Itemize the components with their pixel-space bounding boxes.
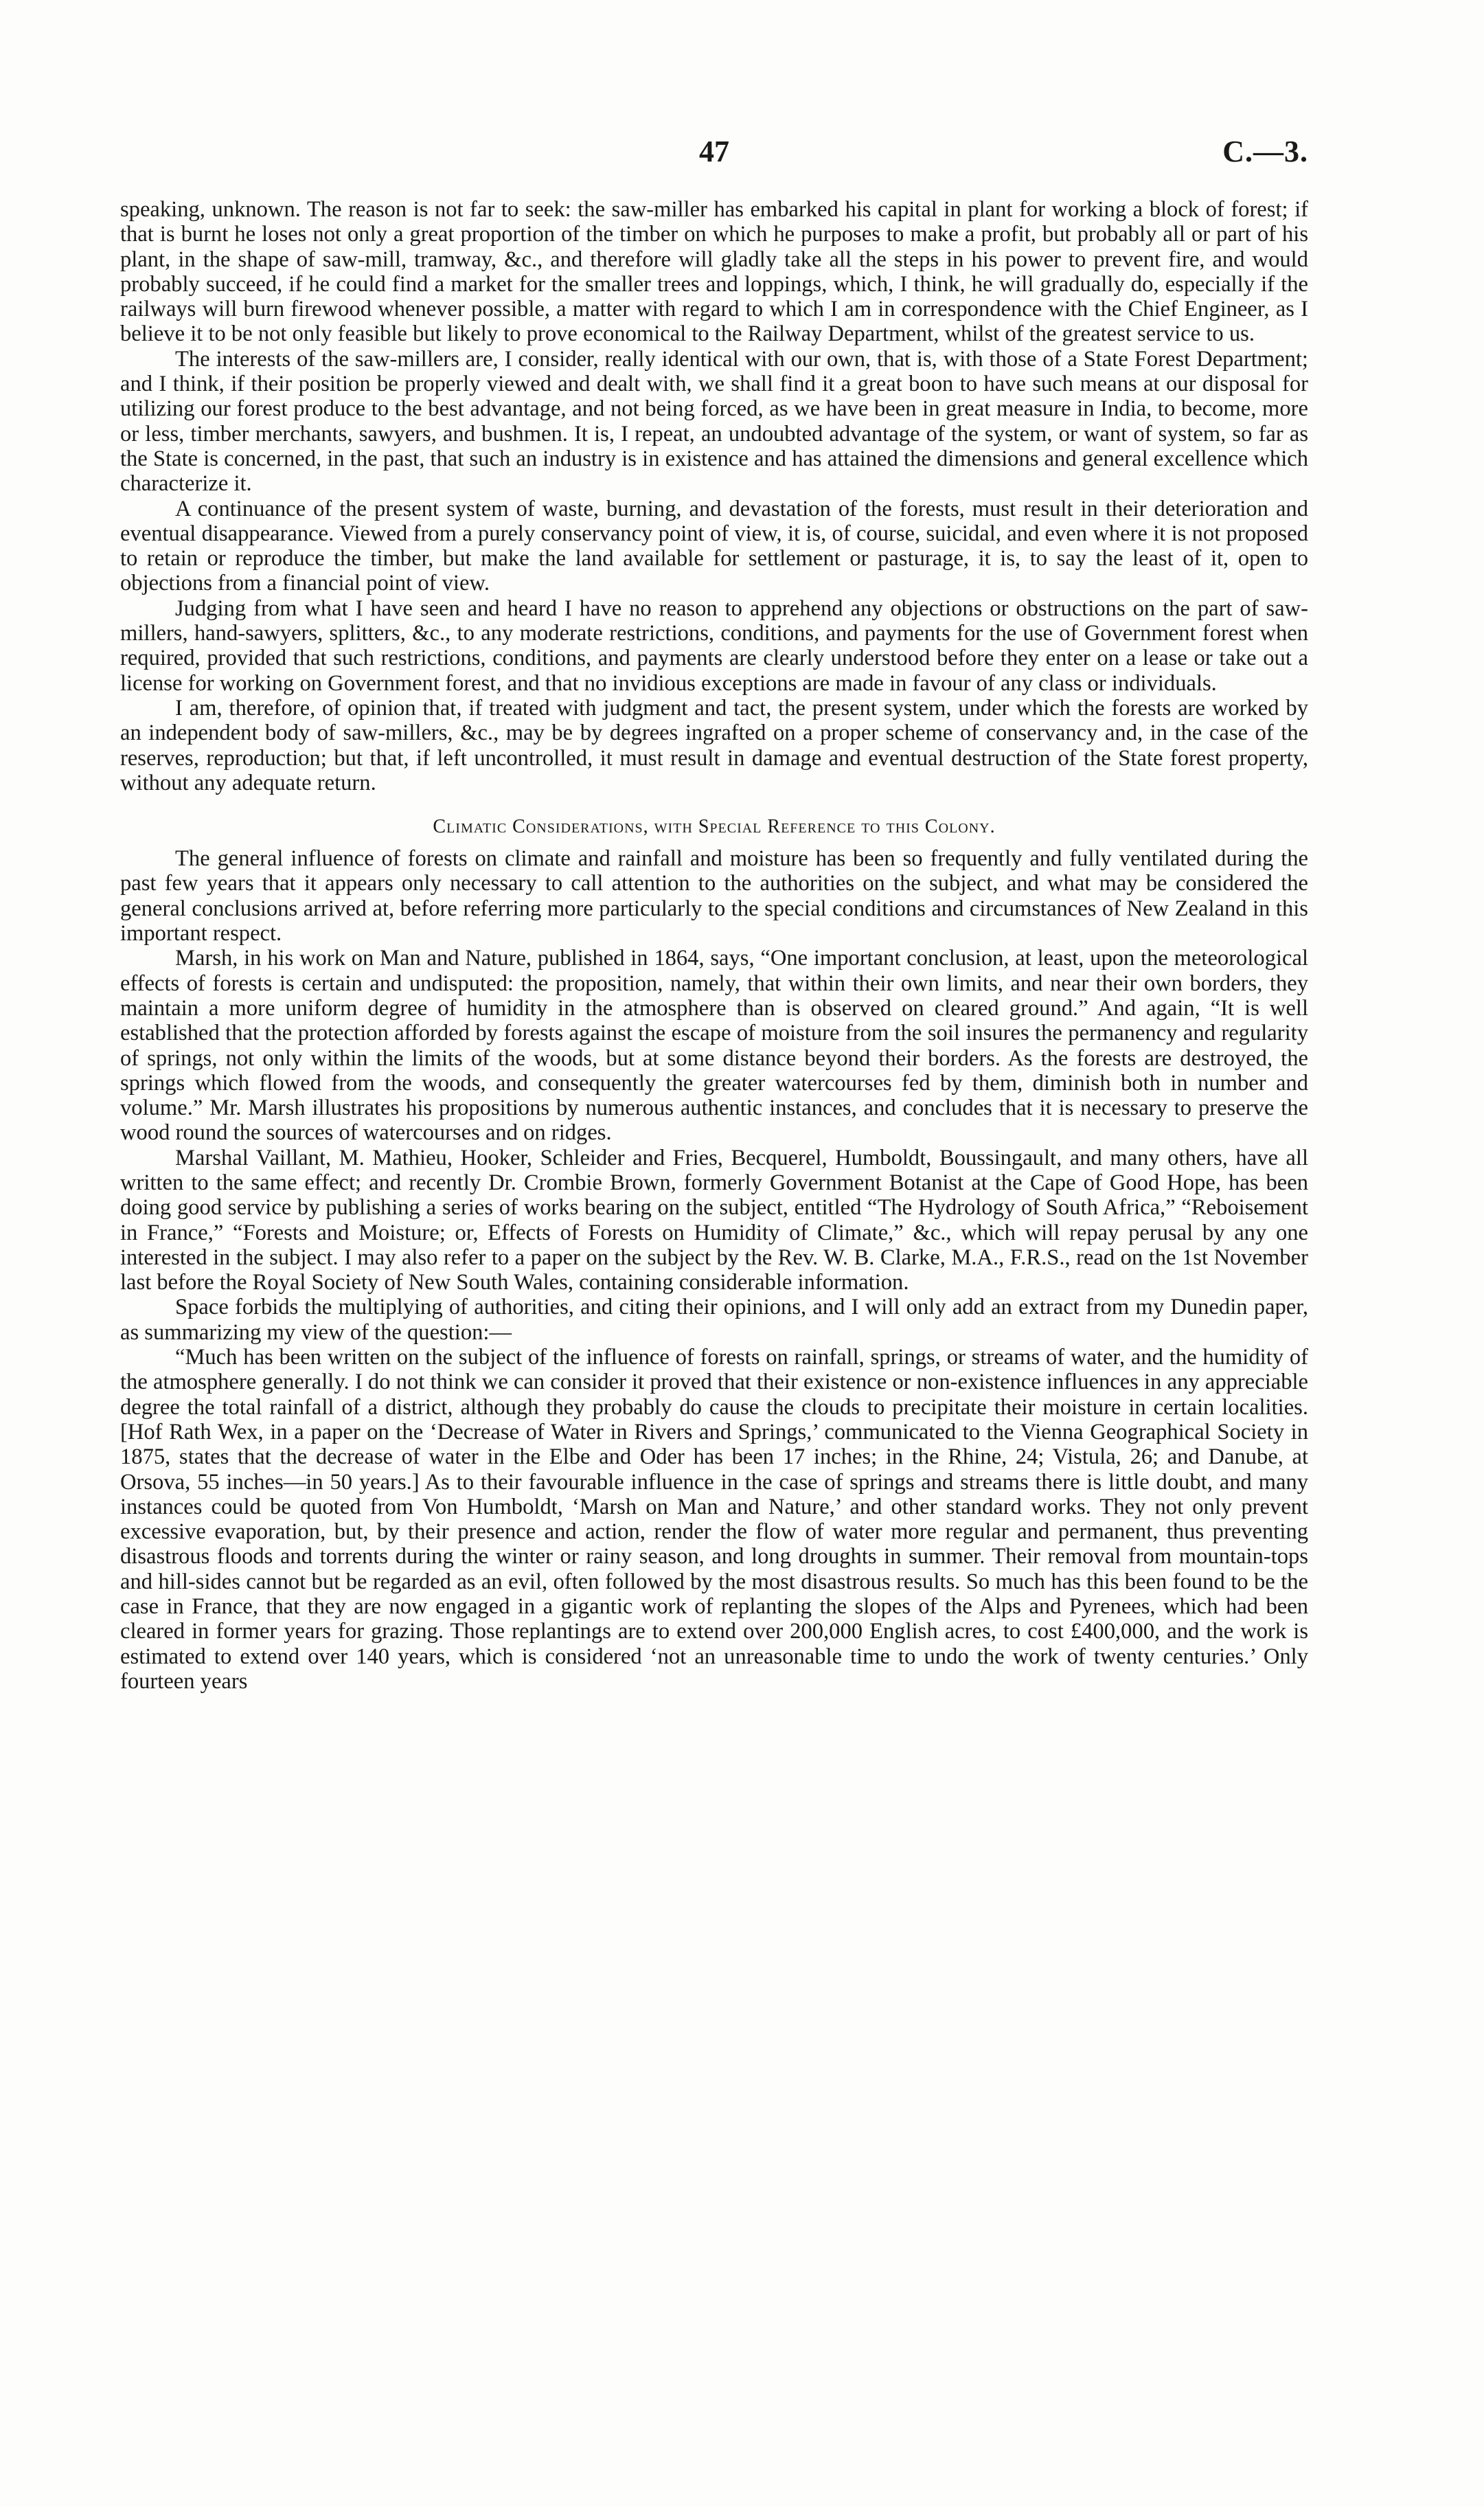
paragraph: speaking, unknown. The reason is not far to seek: the saw-miller has embarked his capital in plant for working a block of forest; if that is burnt he loses not only a great proportion of the timber on which he purposes to make a profit, but probably all or part of his plant, in the shape of saw-mill, tramway, &c., and therefore will gladly take all the steps in his power to prevent fire, and would probably succeed, if he could find a market for the smaller trees and loppings, which, I think, he will gradually do, especially if the railways will burn firewood whenever possible, a matter with regard to which I am in correspondence with the Chief Engineer, as I believe it to be not only feasible but likely to prove economical to the Railway Department, whilst of the greatest service to us. xyxy=(120,197,1308,347)
paragraph: “Much has been written on the subject of the influence of forests on rainfall, springs, or streams of water, and the humidity of the atmosphere generally. I do not think we can consider it proved that their existence or non-existence influences in any appreciable degree the total rainfall of a district, although they probably do cause the clouds to precipitate their moisture in certain localities. [Hof Rath Wex, in a paper on the ‘Decrease of Water in Rivers and Springs,’ communicated to the Vienna Geographical Society in 1875, states that the decrease of water in the Elbe and Oder has been 17 inches; in the Rhine, 24; Vistula, 26; and Danube, at Orsova, 55 inches—in 50 years.] As to their favourable influence in the case of springs and streams there is little doubt, and many instances could be quoted from Von Humboldt, ‘Marsh on Man and Nature,’ and other standard works. They not only prevent excessive evaporation, but, by their presence and action, render the flow of water more regular and permanent, thus preventing disastrous floods and torrents during the winter or rainy season, and long droughts in summer. Their removal from mountain-tops and hill-sides cannot but be regarded as an evil, often followed by the most disastrous results. So much has this been found to be the case in France, that they are now engaged in a gigantic work of replanting the slopes of the Alps and Pyrenees, which had been cleared in former years for grazing. Those replantings are to extend over 200,000 English acres, to cost £400,000, and the work is estimated to extend over 140 years, which is considered ‘not an unreasonable time to undo the work of twenty centuries.’ Only fourteen years xyxy=(120,1345,1308,1694)
document-code: C.—3. xyxy=(1222,135,1308,168)
paragraph: I am, therefore, of opinion that, if treated with judgment and tact, the present system, under which the forests are worked by an independent body of saw-millers, &c., may be by degrees ingrafted on a proper scheme of conservancy and, in the case of the reserves, reproduction; but that, if left uncontrolled, it must result in damage and eventual destruction of the State forest property, without any adequate return. xyxy=(120,695,1308,795)
paragraph: A continuance of the present system of waste, burning, and devastation of the forests, must result in their deterioration and eventual disappearance. Viewed from a purely conservancy point of view, it is, of course, suicidal, and even where it is not proposed to retain or reproduce the timber, but make the land available for settlement or pasturage, it is, to say the least of it, open to objections from a financial point of view. xyxy=(120,496,1308,596)
body-text xyxy=(120,197,1308,1694)
paragraph: Marsh, in his work on Man and Nature, published in 1864, says, “One important conclusion, at least, upon the meteorological effects of forests is certain and undisputed: the proposition, namely, that within their own limits, and near their own borders, they maintain a more uniform degree of humidity in the atmosphere than is observed on cleared ground.” And again, “It is well established that the protection afforded by forests against the escape of moisture from the soil insures the permanency and regularity of springs, not only within the limits of the woods, but at some distance beyond their borders. As the forests are destroyed, the springs which flowed from the woods, and consequently the greater watercourses fed by them, diminish both in number and volume.” Mr. Marsh illustrates his propositions by numerous authentic instances, and concludes that it is necessary to preserve the wood round the sources of watercourses and on ridges. xyxy=(120,946,1308,1146)
page-number: 47 xyxy=(699,135,729,168)
paragraph: Judging from what I have seen and heard I have no reason to apprehend any objections or obstructions on the part of saw-millers, hand-sawyers, splitters, &c., to any moderate restrictions, conditions, and payments for the use of Government forest when required, provided that such restrictions, conditions, and payments are clearly understood before they enter on a lease or take out a license for working on Government forest, and that no invidious exceptions are made in favour of any class or individuals. xyxy=(120,595,1308,696)
paragraph: Marshal Vaillant, M. Mathieu, Hooker, Schleider and Fries, Becquerel, Humboldt, Boussingault, and many others, have all written to the same effect; and recently Dr. Crombie Brown, formerly Government Botanist at the Cape of Good Hope, has been doing good service by publishing a series of works bearing on the subject, entitled “The Hydrology of South Africa,” “Reboisement in France,” “Forests and Moisture; or, Effects of Forests on Humidity of Climate,” &c., which will repay perusal by any one interested in the subject. I may also refer to a paper on the subject by the Rev. W. B. Clarke, M.A., F.R.S., read on the 1st November last before the Royal Society of New South Wales, containing considerable information. xyxy=(120,1145,1308,1295)
paragraph: Space forbids the multiplying of authorities, and citing their opinions, and I will only add an extract from my Dunedin paper, as summarizing my view of the question:— xyxy=(120,1295,1308,1345)
paragraph: The interests of the saw-millers are, I consider, really identical with our own, that is, with those of a State Forest Department; and I think, if their position be properly viewed and dealt with, we shall find it a great boon to have such means at our disposal for utilizing our forest produce to the best advantage, and not being forced, as we have been in great measure in India, to become, more or less, timber merchants, sawyers, and bushmen. It is, I repeat, an undoubted advantage of the system, or want of system, so far as the State is concerned, in the past, that such an industry is in existence and has attained the dimensions and general excellence which characterize it. xyxy=(120,346,1308,497)
section-heading: Climatic Considerations, with Special Reference to this Colony. xyxy=(433,816,996,838)
paragraph: The general influence of forests on climate and rainfall and moisture has been so frequently and fully ventilated during the past few years that it appears only necessary to call attention to the authorities on the subject, and what may be considered the general conclusions arrived at, before referring more particularly to the special conditions and circumstances of New Zealand in this important respect. xyxy=(120,846,1308,946)
page-header xyxy=(120,134,1308,175)
